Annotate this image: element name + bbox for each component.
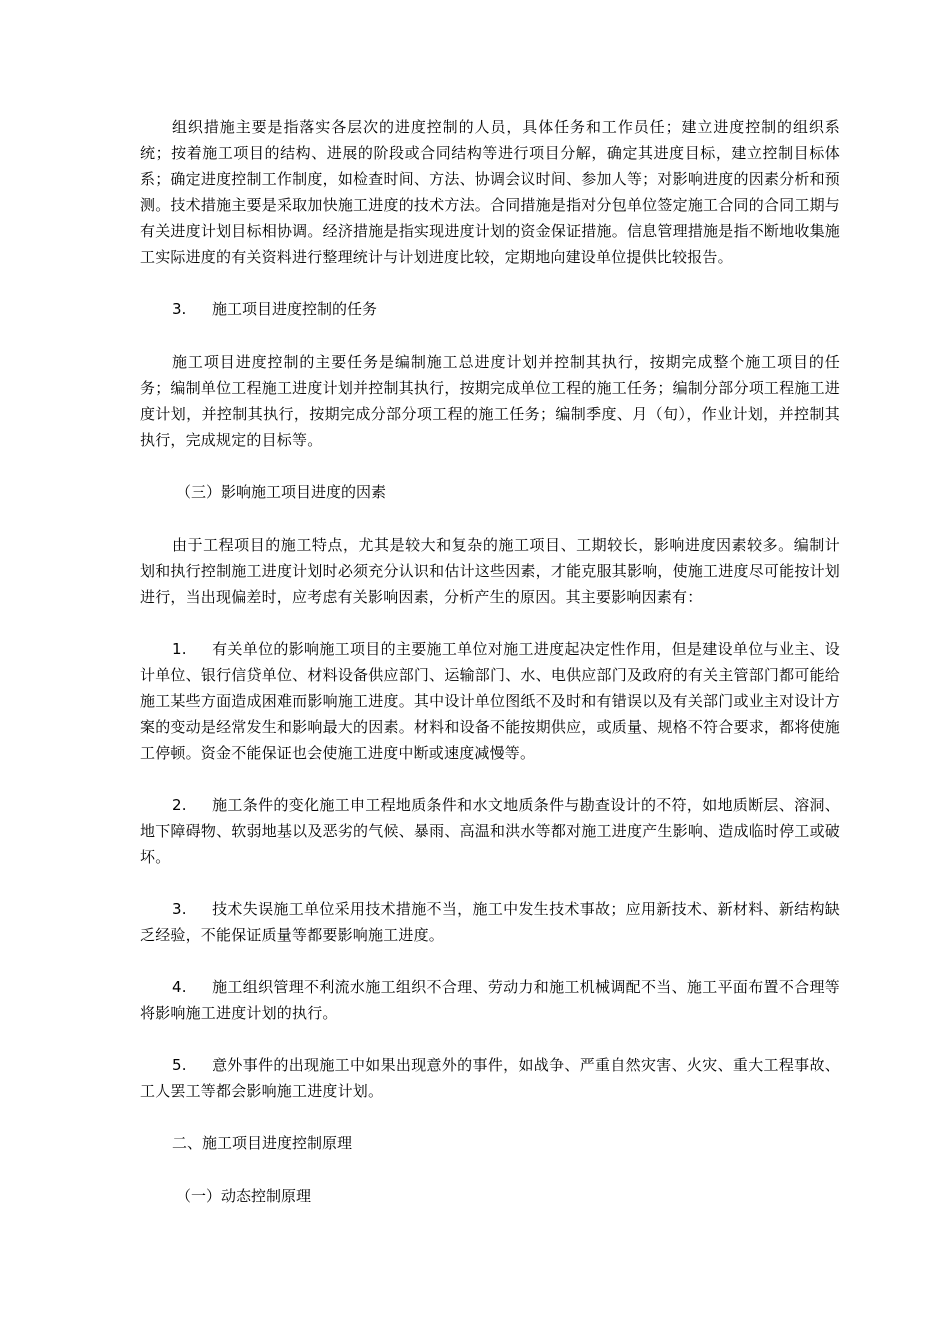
item-number: 4. <box>172 978 187 996</box>
paragraph-measures: 组织措施主要是指落实各层次的进度控制的人员，具体任务和工作员任；建立进度控制的组织系统；按着施工项目的结构、进展的阶段或合同结构等进行项目分解，确定其进度目标，建立控制目标体系；确定进度控制工作制度，如检查时间、方法、协调会议时间、参加人等；对影响进度的因素分析和预测。技术措施主要是采取加快施工进度的技术方法。合同措施是指对分包单位签定施工合同的合同工期与有关进度计划目标相协调。经济措施是指实现进度计划的资金保证措施。信息管理措施是指不断地收集施工实际进度的有关资料进行整理统计与计划进度比较，定期地向建设单位提供比较报告。 <box>140 118 840 266</box>
list-item-factor-5 <box>140 1052 840 1104</box>
paragraph-tasks: 施工项目进度控制的主要任务是编制施工总进度计划并控制其执行，按期完成整个施工项目的任务；编制单位工程施工进度计划并控制其执行，按期完成单位工程的施工任务；编制分部分项工程施工进度计划，并控制其执行，按期完成分部分项工程的施工任务；编制季度、月（旬），作业计划，并控制其执行，完成规定的目标等。 <box>140 353 840 449</box>
section-title: 施工项目进度控制的任务 <box>212 300 378 318</box>
list-item-factor-1 <box>140 636 840 766</box>
item-number: 3. <box>172 900 187 918</box>
section-heading-factors: （三）影响施工项目进度的因素 <box>176 483 387 501</box>
paragraph-factors-intro: 由于工程项目的施工特点，尤其是较大和复杂的施工项目、工期较长，影响进度因素较多。编制计划和执行控制施工进度计划时必须充分认识和估计这些因素，才能克服其影响，使施工进度尽可能按计划进行，当出现偏差时，应考虑有关影响因素，分析产生的原因。其主要影响因素有： <box>140 536 840 606</box>
document-body <box>140 114 840 1209</box>
item-text: 施工条件的变化施工申工程地质条件和水文地质条件与勘查设计的不符，如地质断层、溶洞、地下障碍物、软弱地基以及恶劣的气候、暴雨、高温和洪水等都对施工进度产生影响、造成临时停工或破坏。 <box>140 796 840 866</box>
chapter-heading-principles: 二、施工项目进度控制原理 <box>172 1134 353 1152</box>
item-number: 1. <box>172 640 187 658</box>
item-text: 有关单位的影响施工项目的主要施工单位对施工进度起决定性作用，但是建设单位与业主、设计单位、银行信贷单位、材料设备供应部门、运输部门、水、电供应部门及政府的有关主管部门都可能给施工某些方面造成困难而影响施工进度。其中设计单位图纸不及时和有错误以及有关部门或业主对设计方案的变动是经常发生和影响最大的因素。材料和设备不能按期供应，或质量、规格不符合要求，都将使施工停顿。资金不能保证也会使施工进度中断或速度减慢等。 <box>140 640 840 762</box>
item-text: 技术失误施工单位采用技术措施不当，施工中发生技术事故；应用新技术、新材料、新结构缺乏经验，不能保证质量等都要影响施工进度。 <box>140 900 840 944</box>
item-text: 意外事件的出现施工中如果出现意外的事件，如战争、严重自然灾害、火灾、重大工程事故、工人罢工等都会影响施工进度计划。 <box>140 1056 840 1100</box>
section-heading-tasks <box>140 296 840 322</box>
item-number: 5. <box>172 1056 187 1074</box>
item-number: 2. <box>172 796 187 814</box>
section-heading-dynamic-control: （一）动态控制原理 <box>176 1187 312 1205</box>
list-item-factor-2 <box>140 792 840 870</box>
list-item-factor-3 <box>140 896 840 948</box>
item-text: 施工组织管理不利流水施工组织不合理、劳动力和施工机械调配不当、施工平面布置不合理等将影响施工进度计划的执行。 <box>140 978 840 1022</box>
list-item-factor-4 <box>140 974 840 1026</box>
section-number: 3. <box>172 300 187 318</box>
